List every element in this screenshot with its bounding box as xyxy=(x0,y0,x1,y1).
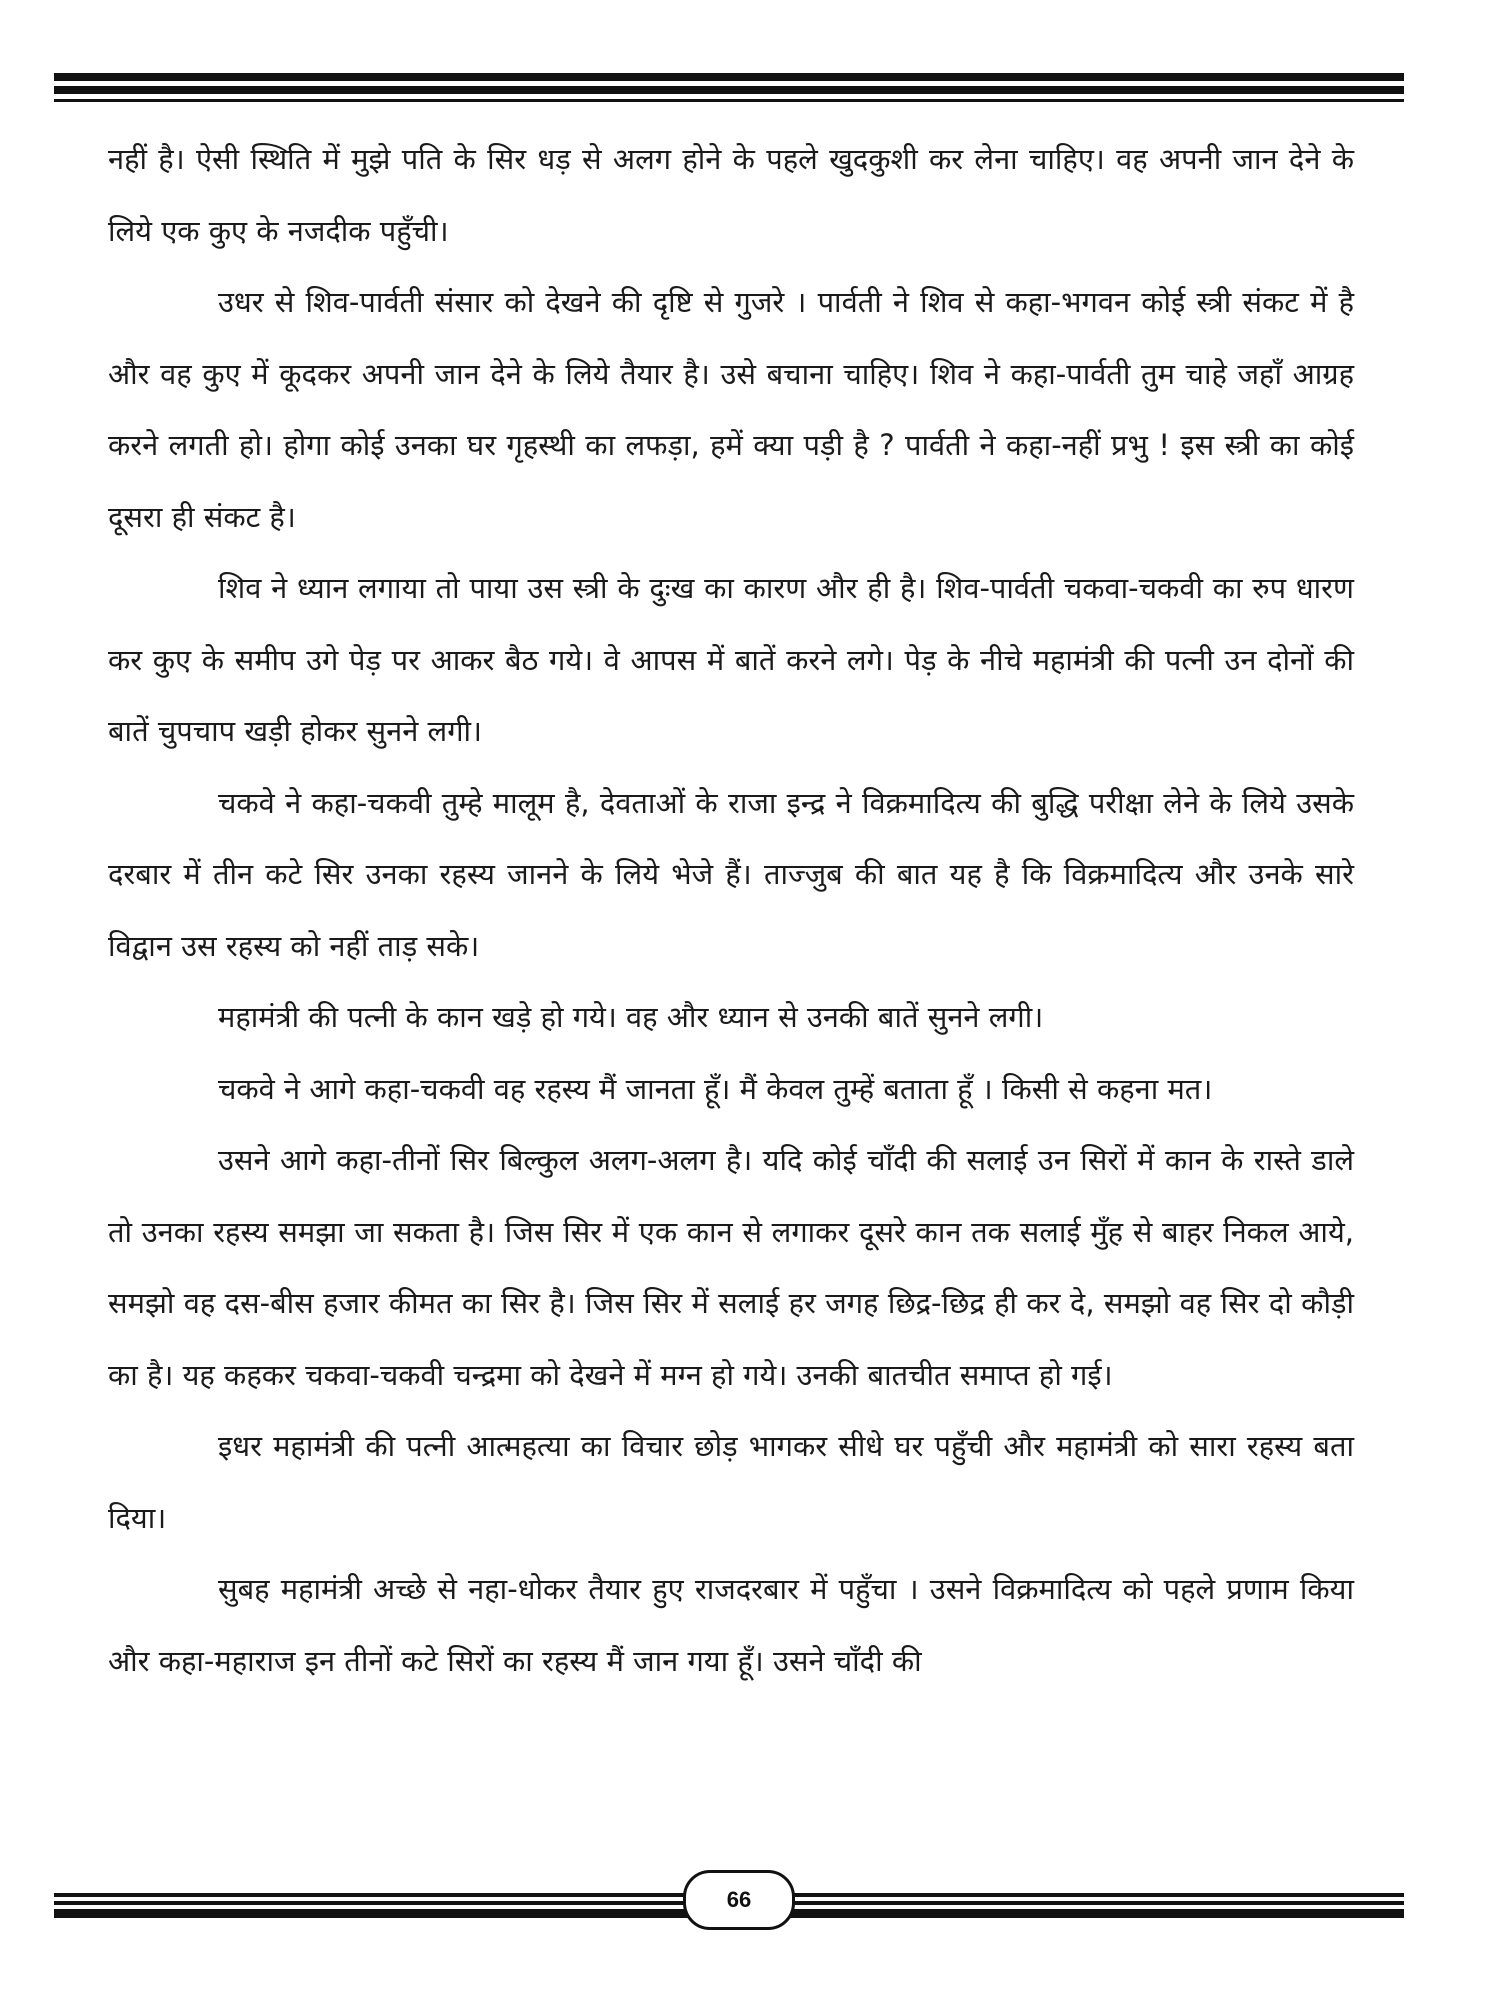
paragraph-5: महामंत्री की पत्नी के कान खड़े हो गये। वह और ध्यान से उनकी बातें सुनने लगी। xyxy=(218,1000,1044,1034)
page-number: 66 xyxy=(683,1870,795,1930)
paragraph-4: चकवे ने कहा-चकवी तुम्हे मालूम है, देवताओं के राजा इन्द्र ने विक्रमादित्य की बुद्धि परीक्षा लेने के लिये उसके दरबार में तीन कटे सिर उनका रहस्य जानने के लिये भेजे हैं। ताज्जुब की बात यह है कि विक्रमादित्य और उनके सारे विद्वान उस रहस्य को नहीं ताड़ सके। xyxy=(108,785,1354,963)
top-rule-line xyxy=(54,86,1404,94)
top-border-rule xyxy=(54,73,1404,102)
paragraph-3: शिव ने ध्यान लगाया तो पाया उस स्त्री के दुःख का कारण और ही है। शिव-पार्वती चकवा-चकवी का रुप धारण कर कुए के समीप उगे पेड़ पर आकर बैठ गये। वे आपस में बातें करने लगे। पेड़ के नीचे महामंत्री की पत्नी उन दोनों की बातें चुपचाप खड़ी होकर सुनने लगी। xyxy=(108,571,1354,748)
paragraph-8: इधर महामंत्री की पत्नी आत्महत्या का विचार छोड़ भागकर सीधे घर पहुँची और महामंत्री को सारा रहस्य बता दिया। xyxy=(108,1429,1354,1535)
top-rule-line xyxy=(54,73,1404,81)
top-rule-thin-line xyxy=(54,99,1404,102)
paragraph-2: उधर से शिव-पार्वती संसार को देखने की दृष्टि से गुजरे । पार्वती ने शिव से कहा-भगवन कोई स्त्री संकट में है और वह कुए में कूदकर अपनी जान देने के लिये तैयार है। उसे बचाना चाहिए। शिव ने कहा-पार्वती तुम चाहे जहाँ आग्रह करने लगती हो। होगा कोई उनका घर गृहस्थी का लफड़ा, हमें क्या पड़ी है ? पार्वती ने कहा-नहीं प्रभु ! इस स्त्री का कोई दूसरा ही संकट है। xyxy=(108,285,1354,534)
paragraph-9: सुबह महामंत्री अच्छे से नहा-धोकर तैयार हुए राजदरबार में पहुँचा । उसने विक्रमादित्य को पहले प्रणाम किया और कहा-महाराज इन तीनों कटे सिरों का रहस्य मैं जान गया हूँ। उसने चाँदी की xyxy=(108,1572,1354,1678)
page-body xyxy=(108,124,1354,1697)
paragraph-7: उसने आगे कहा-तीनों सिर बिल्कुल अलग-अलग है। यदि कोई चाँदी की सलाई उन सिरों में कान के रास्ते डाले तो उनका रहस्य समझा जा सकता है। जिस सिर में एक कान से लगाकर दूसरे कान तक सलाई मुँह से बाहर निकल आये, समझो वह दस-बीस हजार कीमत का सिर है। जिस सिर में सलाई हर जगह छिद्र-छिद्र ही कर दे, समझो वह सिर दो कौड़ी का है। यह कहकर चकवा-चकवी चन्द्रमा को देखने में मग्न हो गये। उनकी बातचीत समाप्त हो गई। xyxy=(108,1143,1354,1392)
paragraph-1: नहीं है। ऐसी स्थिति में मुझे पति के सिर धड़ से अलग होने के पहले खुदकुशी कर लेना चाहिए। वह अपनी जान देने के लिये एक कुए के नजदीक पहुँची। xyxy=(108,142,1354,248)
paragraph-6: चकवे ने आगे कहा-चकवी वह रहस्य मैं जानता हूँ। मैं केवल तुम्हें बताता हूँ । किसी से कहना मत। xyxy=(218,1071,1213,1106)
